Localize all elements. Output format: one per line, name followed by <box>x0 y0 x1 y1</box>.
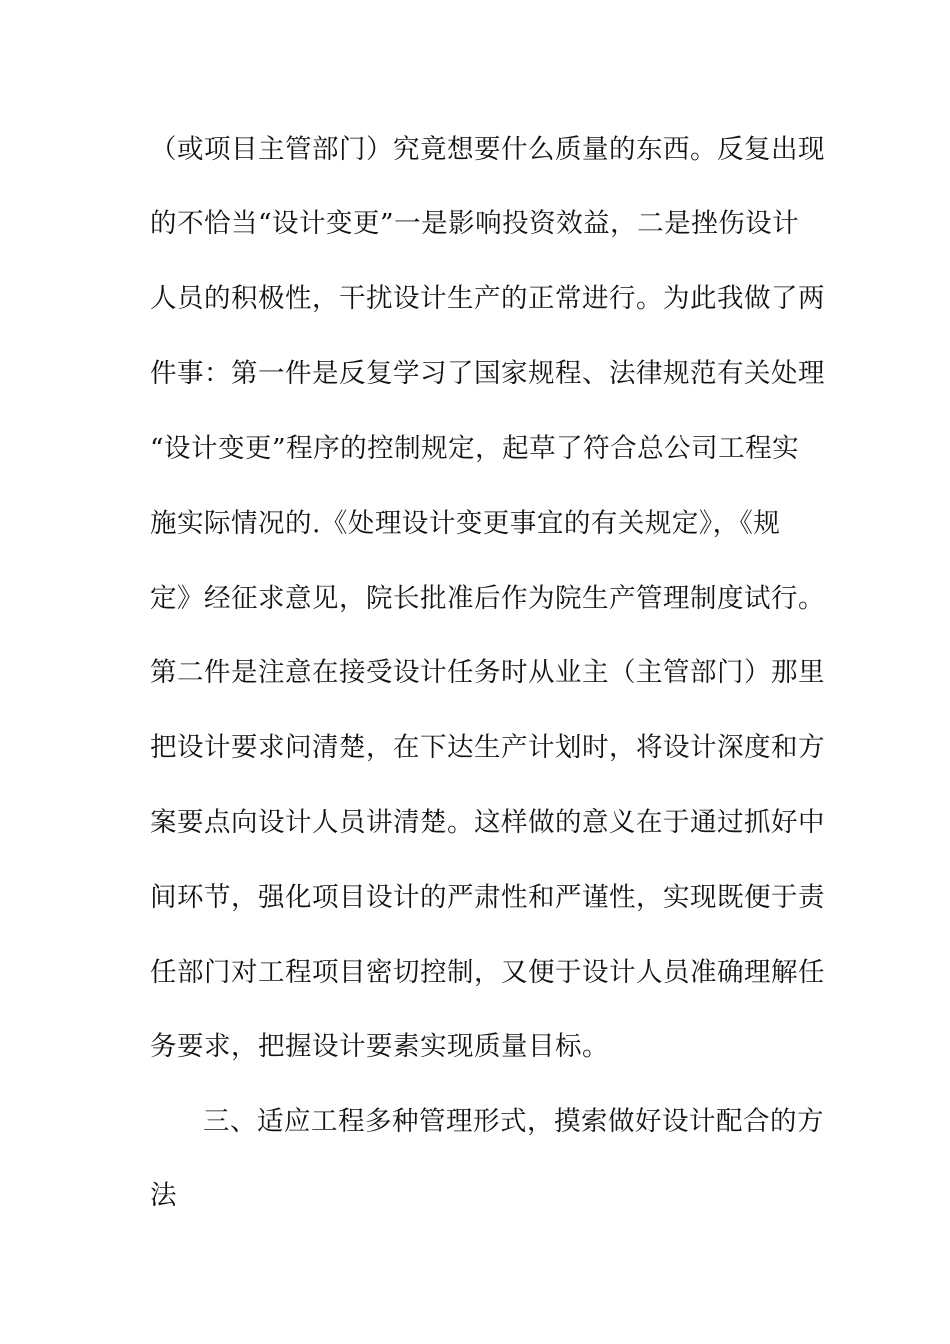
body-text-line-7: 定》经征求意见，院长批准后作为院生产管理制度试行。 <box>150 583 825 614</box>
section-heading-line-1: 三、适应工程多种管理形式，摸索做好设计配合的方 <box>203 1106 824 1137</box>
body-text-line-13: 务要求，把握设计要素实现质量目标。 <box>150 1031 609 1062</box>
body-text-line-12: 任部门对工程项目密切控制，又便于设计人员准确理解任 <box>150 957 825 988</box>
body-text-line-1: （或项目主管部门）究竟想要什么质量的东西。反复出现 <box>150 134 825 165</box>
body-text-line-8: 第二件是注意在接受设计任务时从业主（主管部门）那里 <box>150 657 825 688</box>
body-text-line-2: 的不恰当“设计变更”一是影响投资效益，二是挫伤设计 <box>150 208 800 239</box>
section-heading-line-2: 法 <box>150 1180 177 1211</box>
body-text-line-9: 把设计要求问清楚，在下达生产计划时，将设计深度和方 <box>150 732 825 763</box>
body-text-line-3: 人员的积极性，干扰设计生产的正常进行。为此我做了两 <box>150 283 825 314</box>
body-text-line-5: “设计变更”程序的控制规定，起草了符合总公司工程实 <box>150 433 800 464</box>
body-text-line-11: 间环节，强化项目设计的严肃性和严谨性，实现既便于责 <box>150 882 825 913</box>
body-text-line-10: 案要点向设计人员讲清楚。这样做的意义在于通过抓好中 <box>150 807 825 838</box>
body-text-line-6: 施实际情况的.《处理设计变更事宜的有关规定》，《规 <box>150 508 781 539</box>
body-text-line-4: 件事：第一件是反复学习了国家规程、法律规范有关处理 <box>150 358 825 389</box>
